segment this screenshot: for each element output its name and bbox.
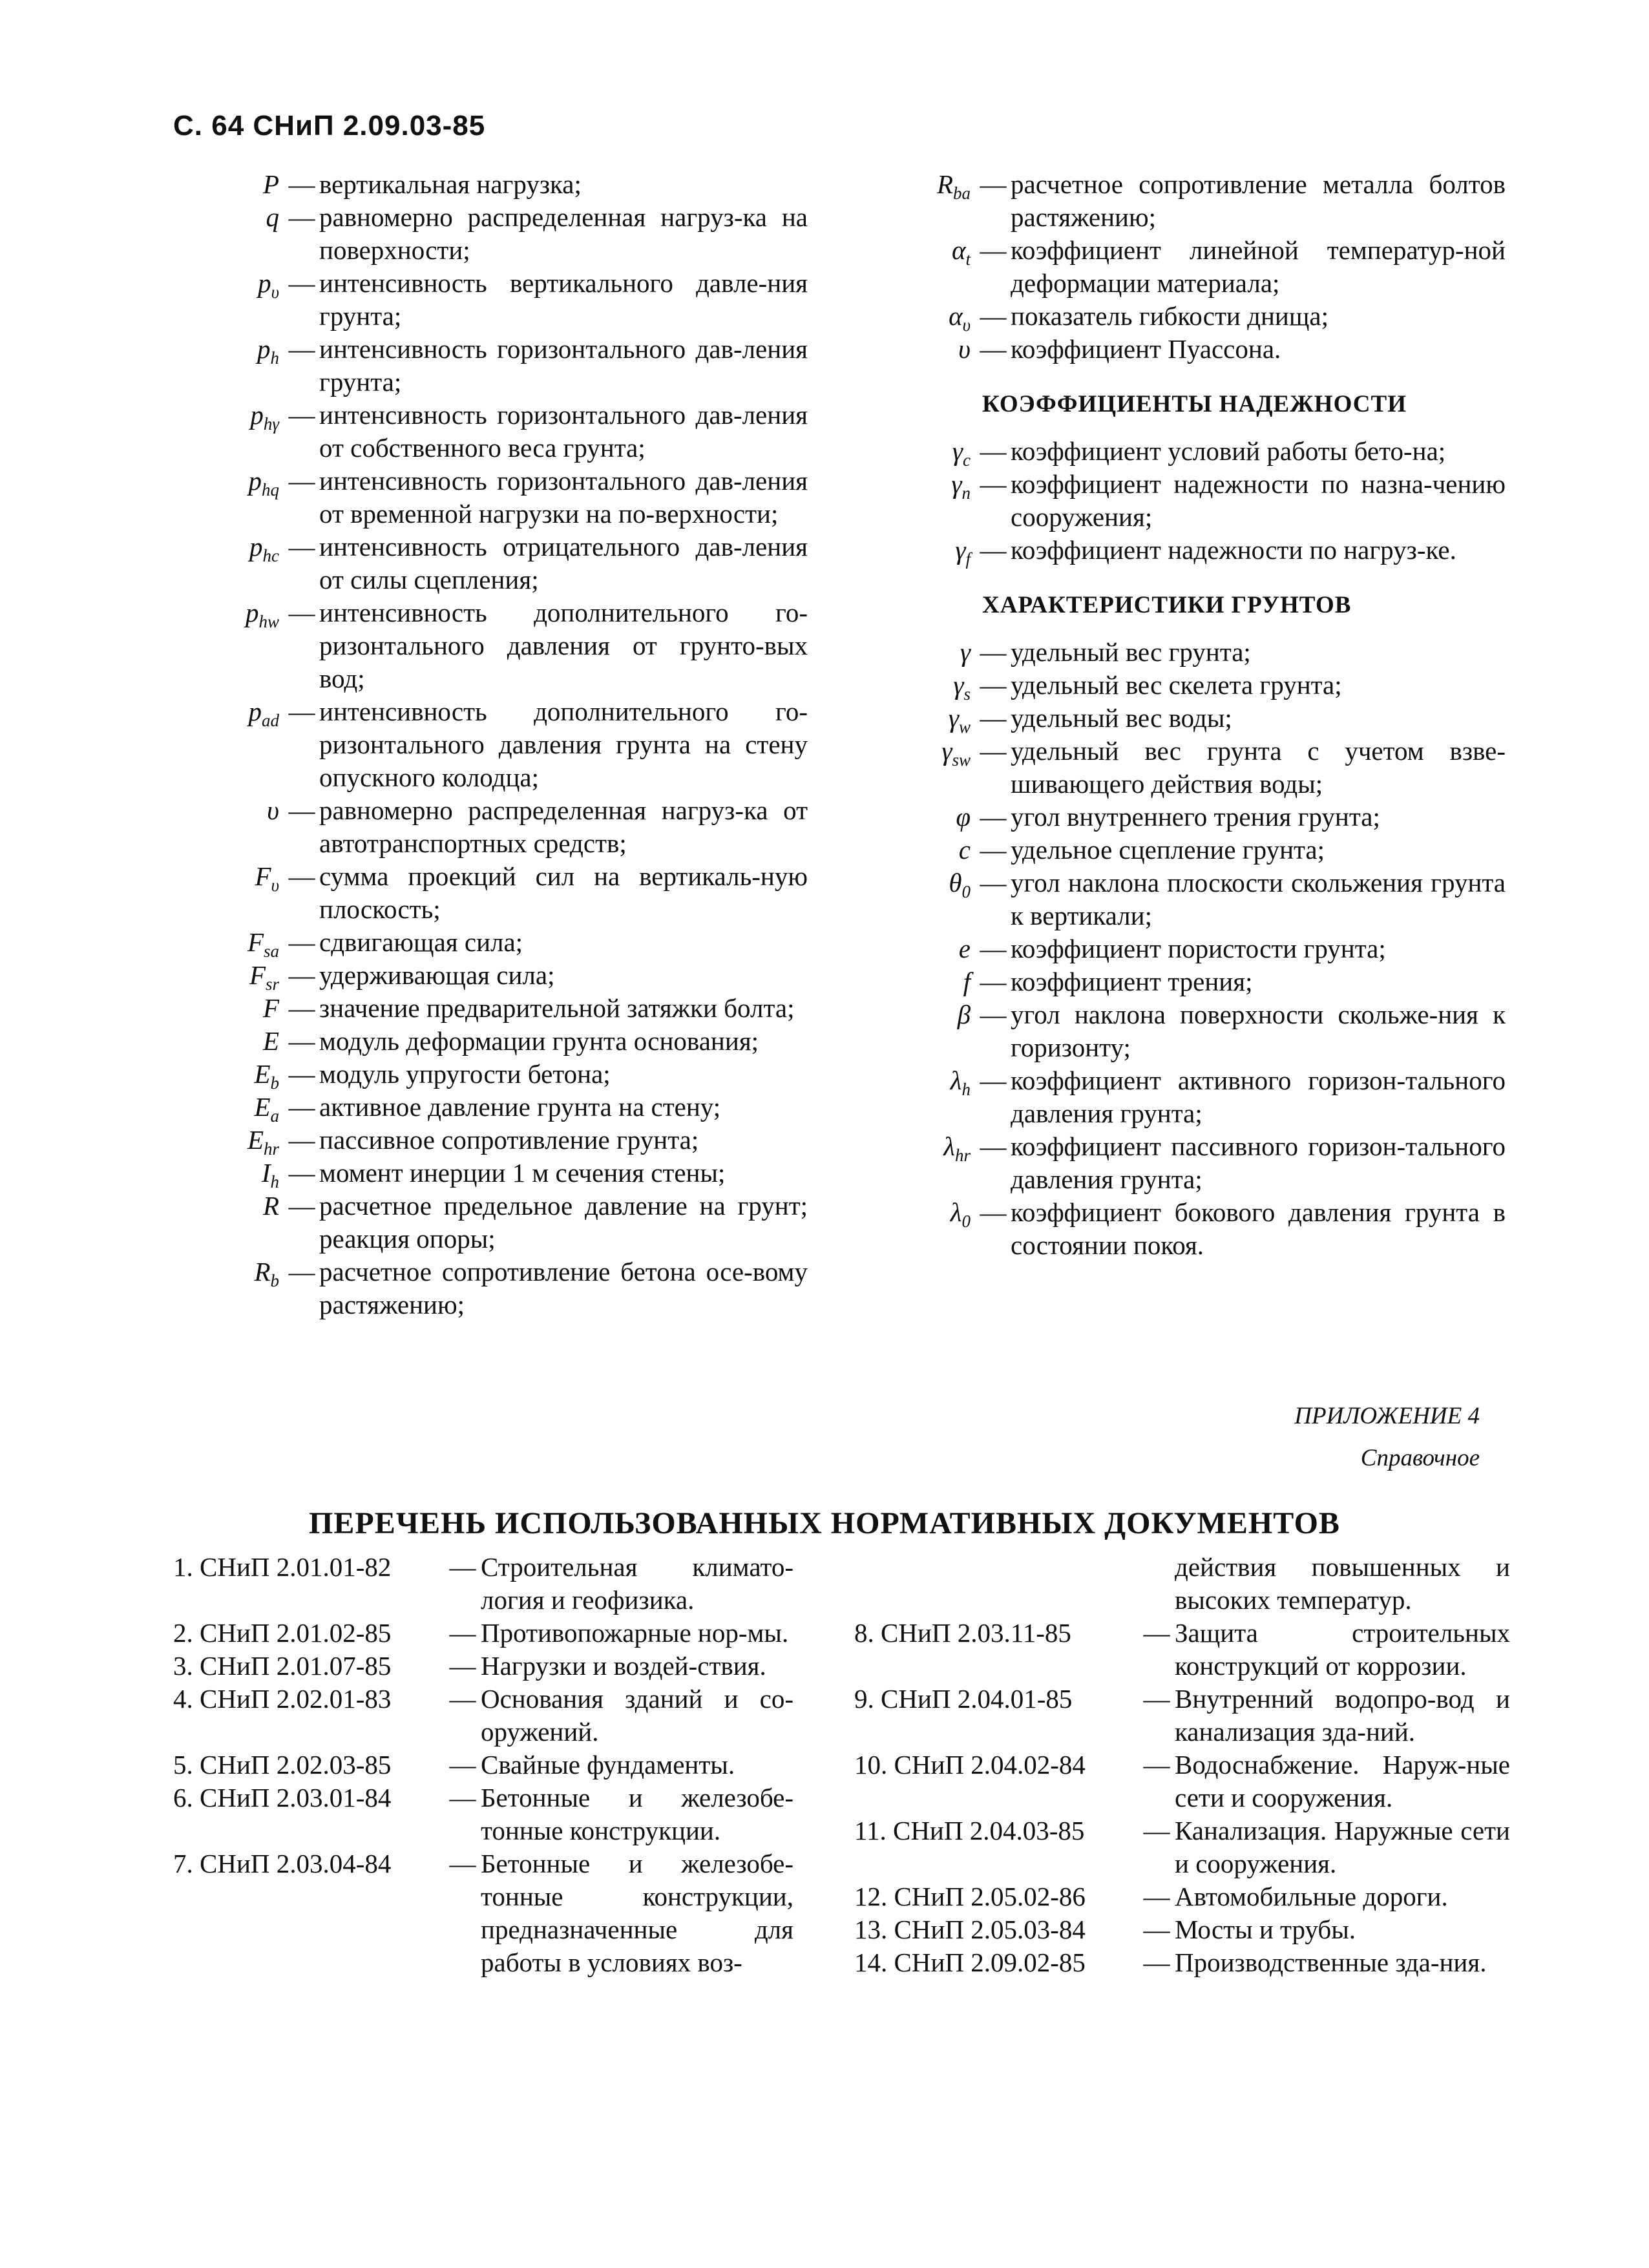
- document-item: [854, 1814, 1510, 1880]
- definition-row: [187, 1025, 808, 1058]
- definition-text: расчетное предельное давление на грунт; реакция опоры;: [319, 1191, 808, 1254]
- dash: —: [980, 301, 1007, 331]
- definition-row: [187, 1255, 808, 1321]
- definition-text: удельный вес грунта;: [1011, 637, 1251, 667]
- definition-row: [187, 1058, 808, 1091]
- symbol-subscript: a: [270, 1106, 279, 1126]
- document-item: [173, 1847, 793, 1979]
- definition-row: [859, 998, 1506, 1064]
- dash: —: [449, 1783, 476, 1812]
- dash: —: [1143, 1882, 1170, 1911]
- definition-text: коэффициент условий работы бето-на;: [1011, 436, 1446, 466]
- definition-row: [859, 636, 1506, 669]
- document-item-continuation: действия повышенных и высоких температур.: [1175, 1552, 1510, 1615]
- dash: —: [980, 334, 1007, 364]
- document-title: Мосты и трубы.: [1175, 1915, 1356, 1944]
- document-code: 3. СНиП 2.01.07-85: [173, 1651, 392, 1681]
- definition-text: модуль упругости бетона;: [319, 1059, 611, 1089]
- definition-row: [187, 926, 808, 959]
- symbol: $p_{hw}$: [245, 598, 279, 632]
- symbol: $\theta_0$: [949, 868, 971, 902]
- definition-row: [859, 1196, 1506, 1262]
- document-title: Бетонные и железобе-тонные конструкции, предназначенные для работы в условиях воз-: [481, 1849, 793, 1977]
- dash: —: [1143, 1816, 1170, 1845]
- dash: —: [449, 1750, 476, 1780]
- definition-text: угол наклона плоскости скольжения грунта к вертикали;: [1011, 868, 1506, 930]
- document-item: [173, 1748, 793, 1781]
- document-list-left: [173, 1551, 793, 1979]
- document-item: [854, 1913, 1510, 1946]
- document-code: 13. СНиП 2.05.03-84: [854, 1915, 1086, 1944]
- definition-row: [187, 860, 808, 926]
- document-code: 8. СНиП 2.03.11-85: [854, 1618, 1071, 1648]
- symbol: F: [262, 993, 279, 1023]
- definition-row: [187, 1157, 808, 1190]
- document-item: [854, 1617, 1510, 1683]
- definition-text: равномерно распределенная нагруз-ка на поверхности;: [319, 202, 808, 265]
- definition-text: равномерно распределенная нагруз-ка от автотранспортных средств;: [319, 795, 808, 858]
- symbol-subscript: υ: [271, 876, 279, 896]
- definition-row: [859, 1130, 1506, 1196]
- dash: —: [1143, 1684, 1170, 1714]
- definition-row: [859, 735, 1506, 801]
- document-item: [173, 1650, 793, 1683]
- definition-text: интенсивность отрицательного дав-ления от силы сцепления;: [319, 532, 808, 594]
- document-title: Строительная климато-логия и геофизика.: [481, 1552, 793, 1615]
- dash: —: [288, 532, 315, 562]
- symbol-group-general: [859, 168, 1506, 366]
- document-code: 11. СНиП 2.04.03-85: [854, 1816, 1085, 1845]
- symbol: $\alpha_\upsilon$: [949, 301, 971, 335]
- definition-text: момент инерции 1 м сечения стены;: [319, 1158, 726, 1188]
- symbol: $F_{sr}$: [249, 960, 279, 994]
- dash: —: [288, 1092, 315, 1122]
- document-item: [173, 1617, 793, 1650]
- symbol: $I_h$: [261, 1158, 279, 1192]
- definition-row: [859, 468, 1506, 534]
- definition-text: удельное сцепление грунта;: [1011, 835, 1325, 865]
- definition-text: интенсивность дополнительного го-ризонтального давления грунта на стену опускного колодца;: [319, 697, 808, 792]
- dash: —: [288, 268, 315, 298]
- document-title: Канализация. Наружные сети и сооружения.: [1175, 1816, 1510, 1878]
- symbol-subscript: hr: [263, 1139, 279, 1159]
- definition-text: интенсивность горизонтального дав-ления от временной нагрузки на по-верхности;: [319, 466, 808, 529]
- definition-text: интенсивность вертикального давле-ния грунта;: [319, 268, 808, 331]
- dash: —: [288, 1026, 315, 1056]
- document-item: [173, 1551, 793, 1617]
- document-item: [173, 1781, 793, 1847]
- definition-row: [187, 201, 808, 267]
- dash: —: [1143, 1915, 1170, 1944]
- definition-text: интенсивность горизонтального дав-ления грунта;: [319, 334, 808, 397]
- document-code: 4. СНиП 2.02.01-83: [173, 1684, 392, 1714]
- dash: —: [288, 1158, 315, 1188]
- dash: —: [1143, 1618, 1170, 1648]
- definition-row: [859, 965, 1506, 998]
- dash: —: [288, 334, 315, 364]
- definition-row: [859, 534, 1506, 567]
- symbol: $p_{hc}$: [249, 532, 279, 566]
- symbol: $F_\upsilon$: [255, 861, 279, 896]
- document-code: 10. СНиП 2.04.02-84: [854, 1750, 1086, 1780]
- definition-row: [859, 932, 1506, 965]
- dash: —: [449, 1684, 476, 1714]
- document-item: [854, 1683, 1510, 1748]
- document-code: 5. СНиП 2.02.03-85: [173, 1750, 392, 1780]
- definition-text: угол внутреннего трения грунта;: [1011, 802, 1380, 832]
- symbol: υ: [958, 334, 971, 364]
- dash: —: [288, 400, 315, 430]
- symbol-subscript: sa: [263, 941, 279, 961]
- definition-row: [187, 695, 808, 794]
- document-title: Автомобильные дороги.: [1175, 1882, 1448, 1911]
- dash: —: [980, 1066, 1007, 1095]
- dash: —: [980, 868, 1007, 898]
- dash: —: [980, 736, 1007, 766]
- symbol: $\alpha_t$: [951, 235, 971, 269]
- definition-text: удельный вес скелета грунта;: [1011, 670, 1342, 700]
- document-item: [854, 1880, 1510, 1913]
- definition-row: [187, 168, 808, 201]
- document-title: Нагрузки и воздей-ствия.: [481, 1651, 766, 1681]
- dash: —: [1143, 1750, 1170, 1780]
- dash: —: [288, 993, 315, 1023]
- document-title: Свайные фундаменты.: [481, 1750, 735, 1780]
- dash: —: [980, 637, 1007, 667]
- dash: —: [288, 1257, 315, 1286]
- dash: —: [1143, 1948, 1170, 1977]
- symbol-subscript: h: [270, 1172, 279, 1192]
- definition-row: [187, 992, 808, 1025]
- document-code: 2. СНиП 2.01.02-85: [173, 1618, 392, 1648]
- dash: —: [288, 927, 315, 957]
- dash: —: [288, 960, 315, 990]
- symbol-subscript: hw: [258, 612, 279, 632]
- definition-row: [859, 1064, 1506, 1130]
- dash: —: [980, 1000, 1007, 1029]
- appendix-number: ПРИЛОЖЕНИЕ 4: [1294, 1403, 1480, 1429]
- dash: —: [288, 861, 315, 891]
- definition-text: сдвигающая сила;: [319, 927, 523, 957]
- symbol: $p_h$: [257, 334, 279, 368]
- dash: —: [288, 169, 315, 199]
- definition-text: коэффициент Пуассона.: [1011, 334, 1281, 364]
- document-title: Бетонные и железобе-тонные конструкции.: [481, 1783, 793, 1845]
- dash: —: [449, 1618, 476, 1648]
- definition-text: значение предварительной затяжки болта;: [319, 993, 795, 1023]
- symbol: $\gamma_n$: [951, 469, 971, 503]
- document-title: Основания зданий и со-оружений.: [481, 1684, 793, 1747]
- definition-row: [187, 1091, 808, 1124]
- document-item: [854, 1946, 1510, 1979]
- symbol: e: [958, 934, 971, 963]
- dash: —: [980, 934, 1007, 963]
- symbol: $F_{sa}$: [247, 927, 279, 961]
- definition-row: [187, 596, 808, 695]
- symbol-list-left: [187, 168, 808, 1321]
- symbol: $\lambda_h$: [950, 1066, 971, 1100]
- dash: —: [980, 835, 1007, 865]
- definition-text: расчетное сопротивление бетона осе-вому растяжению;: [319, 1257, 808, 1319]
- document-title: Водоснабжение. Наруж-ные сети и сооружения.: [1175, 1750, 1510, 1812]
- symbol-subscript: w: [958, 717, 971, 737]
- symbol: P: [262, 169, 279, 199]
- appendix-type: Справочное: [1360, 1445, 1480, 1471]
- definition-row: [187, 399, 808, 465]
- definition-row: [859, 300, 1506, 333]
- dash: —: [980, 1131, 1007, 1161]
- symbol: q: [266, 202, 279, 232]
- symbol-subscript: f: [965, 549, 971, 569]
- document-code: 12. СНиП 2.05.02-86: [854, 1882, 1086, 1911]
- symbol-subscript: t: [965, 249, 971, 269]
- dash: —: [288, 466, 315, 496]
- definition-row: [187, 530, 808, 596]
- dash: —: [980, 169, 1007, 199]
- document-item: [854, 1748, 1510, 1814]
- definition-text: модуль деформации грунта основания;: [319, 1026, 759, 1056]
- definition-text: интенсивность дополнительного го-ризонтального давления от грунто-вых вод;: [319, 598, 808, 693]
- definition-text: коэффициент надежности по назна-чению сооружения;: [1011, 469, 1506, 532]
- definition-row: [187, 959, 808, 992]
- symbol-subscript: n: [961, 483, 971, 503]
- symbol-subscript: hc: [262, 546, 279, 566]
- definition-text: удерживающая сила;: [319, 960, 555, 990]
- symbol-subscript: υ: [962, 315, 971, 335]
- symbol-group-soil: [859, 636, 1506, 1262]
- dash: —: [980, 967, 1007, 996]
- definition-text: угол наклона поверхности скольже-ния к горизонту;: [1011, 1000, 1506, 1062]
- definition-row: [187, 1124, 808, 1157]
- symbol-subscript: hq: [262, 480, 279, 500]
- symbol-subscript: 0: [961, 1212, 971, 1232]
- dash: —: [288, 1059, 315, 1089]
- symbol-subscript: s: [963, 684, 971, 704]
- dash: —: [980, 1197, 1007, 1227]
- definition-row: [859, 435, 1506, 468]
- definition-text: активное давление грунта на стену;: [319, 1092, 721, 1122]
- symbol: f: [963, 967, 971, 996]
- symbol-subscript: c: [963, 450, 971, 470]
- symbol: $\gamma_w$: [948, 703, 971, 737]
- symbol: E: [262, 1026, 279, 1056]
- definition-text: показатель гибкости днища;: [1011, 301, 1329, 331]
- document-code: 14. СНиП 2.09.02-85: [854, 1948, 1086, 1977]
- dash: —: [449, 1651, 476, 1681]
- symbol: γ: [960, 637, 971, 667]
- symbol-subscript: sr: [265, 974, 279, 994]
- dash: —: [449, 1849, 476, 1878]
- document-code: 9. СНиП 2.04.01-85: [854, 1684, 1073, 1714]
- definition-text: коэффициент пористости грунта;: [1011, 934, 1386, 963]
- symbol-subscript: ad: [262, 711, 279, 731]
- dash: —: [980, 535, 1007, 565]
- document-item: [173, 1683, 793, 1748]
- dash: —: [980, 670, 1007, 700]
- dash: —: [449, 1552, 476, 1582]
- symbol: $\gamma_c$: [952, 436, 971, 470]
- symbol-subscript: h: [961, 1080, 971, 1100]
- heading-reliability-coefficients: КОЭФФИЦИЕНТЫ НАДЕЖНОСТИ: [982, 391, 1407, 417]
- definition-text: коэффициент трения;: [1011, 967, 1253, 996]
- symbol-subscript: hr: [954, 1146, 971, 1166]
- symbol: $p_{hq}$: [248, 466, 279, 500]
- document-items-right: [854, 1617, 1510, 1979]
- document-title: Противопожарные нор-мы.: [481, 1618, 789, 1648]
- symbol-list-right: [859, 168, 1506, 1262]
- page-header: С. 64 СНиП 2.09.03-85: [173, 110, 486, 142]
- dash: —: [980, 802, 1007, 832]
- definition-text: пассивное сопротивление грунта;: [319, 1125, 699, 1155]
- definition-row: [187, 267, 808, 333]
- symbol: $\gamma_{sw}$: [941, 736, 971, 770]
- definition-row: [859, 234, 1506, 300]
- dash: —: [980, 235, 1007, 265]
- document-list-right: [854, 1551, 1510, 1979]
- symbol-subscript: b: [270, 1073, 279, 1093]
- symbol: $\lambda_{hr}$: [943, 1131, 971, 1166]
- definition-text: коэффициент активного горизон-тального давления грунта;: [1011, 1066, 1506, 1128]
- document-title: Защита строительных конструкций от коррозии.: [1175, 1618, 1510, 1681]
- document-title: Внутренний водопро-вод и канализация зда-ний.: [1175, 1684, 1510, 1747]
- dash: —: [288, 1191, 315, 1221]
- dash: —: [980, 703, 1007, 733]
- symbol: β: [957, 1000, 971, 1029]
- definition-row: [187, 333, 808, 399]
- definition-row: [859, 866, 1506, 932]
- definition-row: [187, 465, 808, 530]
- symbol-subscript: b: [270, 1271, 279, 1291]
- definition-text: удельный вес воды;: [1011, 703, 1232, 733]
- definition-row: [859, 702, 1506, 735]
- symbol-subscript: h: [270, 348, 279, 368]
- symbol: $\lambda_0$: [950, 1197, 971, 1232]
- dash: —: [288, 202, 315, 232]
- symbol: $\gamma_s$: [953, 670, 971, 704]
- document-title: Производственные зда-ния.: [1175, 1948, 1487, 1977]
- symbol-subscript: υ: [271, 282, 279, 302]
- document-code: 1. СНиП 2.01.01-82: [173, 1552, 392, 1582]
- symbol: $p_{h\gamma}$: [250, 400, 279, 434]
- symbol: $E_b$: [254, 1059, 279, 1093]
- symbol-subscript: 0: [961, 882, 971, 902]
- symbol: υ: [267, 795, 279, 825]
- heading-soil-characteristics: ХАРАКТЕРИСТИКИ ГРУНТОВ: [982, 592, 1352, 618]
- definition-row: [187, 1190, 808, 1255]
- symbol: $E_a$: [254, 1092, 279, 1126]
- symbol: R: [262, 1191, 279, 1221]
- definition-row: [859, 669, 1506, 702]
- definition-text: коэффициент надежности по нагруз-ке.: [1011, 535, 1456, 565]
- definition-text: сумма проекций сил на вертикаль-ную плоскость;: [319, 861, 808, 924]
- symbol-subscript: hγ: [263, 414, 279, 434]
- definition-text: коэффициент линейной температур-ной деформации материала;: [1011, 235, 1506, 298]
- symbol: φ: [956, 802, 971, 832]
- definition-text: вертикальная нагрузка;: [319, 169, 582, 199]
- dash: —: [288, 598, 315, 627]
- dash: —: [288, 697, 315, 726]
- definition-text: коэффициент бокового давления грунта в состоянии покоя.: [1011, 1197, 1506, 1260]
- symbol-subscript: sw: [952, 750, 971, 770]
- document-list-title: ПЕРЕЧЕНЬ ИСПОЛЬЗОВАННЫХ НОРМАТИВНЫХ ДОКУМЕНТОВ: [309, 1506, 1340, 1540]
- definition-text: интенсивность горизонтального дав-ления от собственного веса грунта;: [319, 400, 808, 463]
- dash: —: [980, 469, 1007, 499]
- definition-text: удельный вес грунта с учетом взве-шивающего действия воды;: [1011, 736, 1506, 799]
- symbol: c: [958, 835, 971, 865]
- dash: —: [980, 436, 1007, 466]
- definition-text: коэффициент пассивного горизон-тального давления грунта;: [1011, 1131, 1506, 1194]
- definition-text: расчетное сопротивление металла болтов растяжению;: [1011, 169, 1506, 232]
- symbol-group-reliability: [859, 435, 1506, 567]
- definition-row: [859, 834, 1506, 866]
- dash: —: [288, 795, 315, 825]
- symbol: $p_{ad}$: [248, 697, 279, 731]
- symbol: $E_{hr}$: [247, 1125, 279, 1159]
- dash: —: [288, 1125, 315, 1155]
- symbol: $R_b$: [254, 1257, 279, 1291]
- symbol-subscript: ba: [953, 184, 971, 204]
- document-code: 6. СНиП 2.03.01-84: [173, 1783, 392, 1812]
- definition-row: [859, 801, 1506, 834]
- document-code: 7. СНиП 2.03.04-84: [173, 1849, 392, 1878]
- definition-row: [187, 794, 808, 860]
- symbol: $R_{ba}$: [936, 169, 971, 204]
- definition-row: [859, 168, 1506, 234]
- symbol: $p_\upsilon$: [258, 268, 279, 302]
- definition-row: [859, 333, 1506, 366]
- symbol: $\gamma_f$: [955, 535, 971, 569]
